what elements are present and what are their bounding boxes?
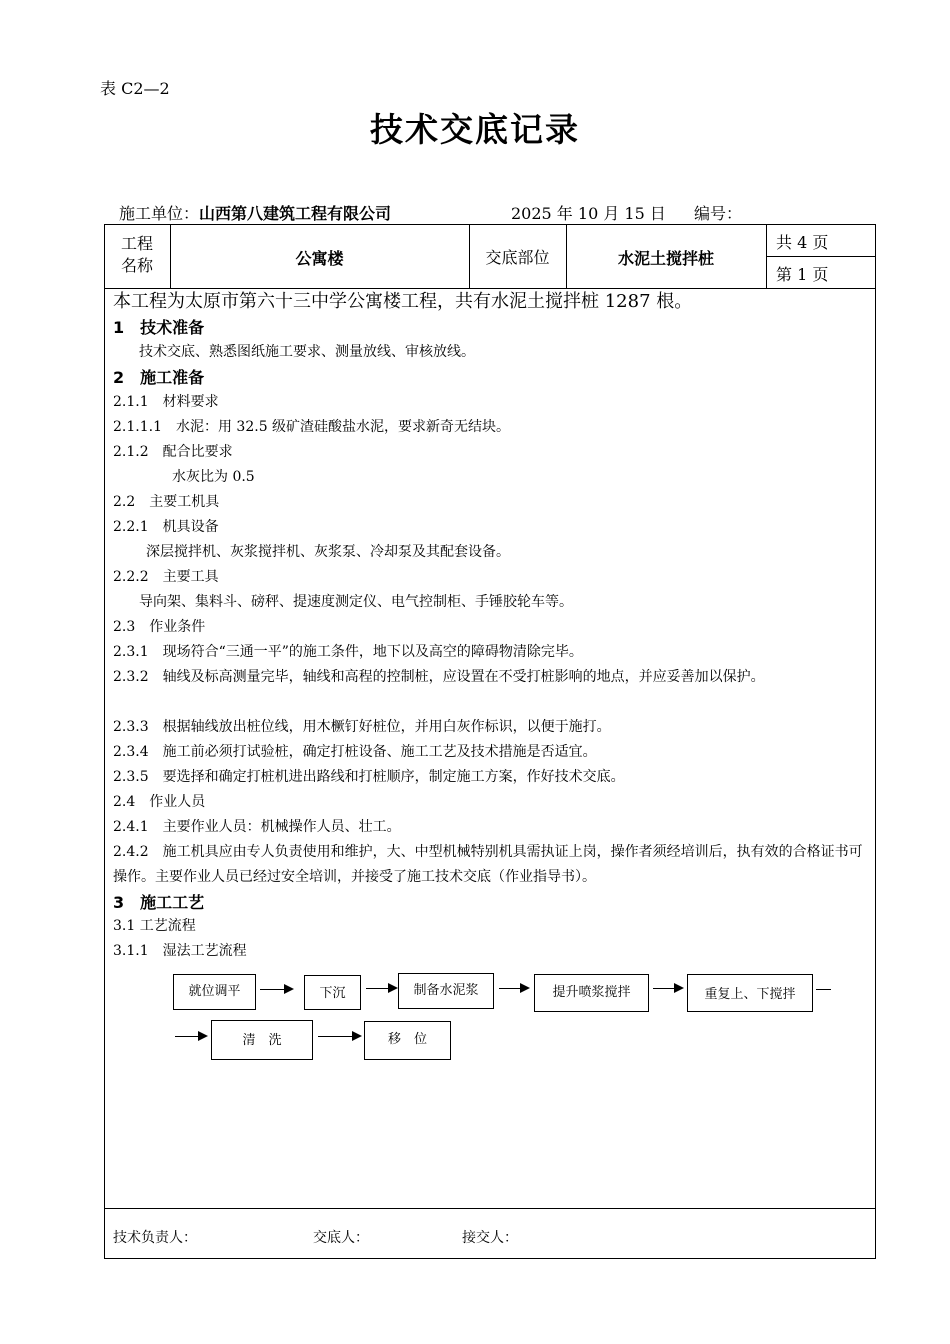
flow-step-label: 移 位 xyxy=(387,1032,427,1047)
flow-arrow xyxy=(318,1036,360,1037)
flow-arrow xyxy=(653,988,682,989)
clause-2-4-2: 2.4.2 施工机具应由专人负责使用和维护，大、中型机械特别机具需执证上岗，操作者须经培训后，执有效的合格证书可操作。主要作业人员已经过安全培训，并接受了施工技术交底（作业指导书）。 xyxy=(113,844,863,885)
disclosure-part-label: 交底部位 xyxy=(485,248,550,267)
clause-2-3-5: 2.3.5 要选择和确定打桩机进出路线和打桩顺序，制定施工方案，作好技术交底。 xyxy=(113,769,625,785)
section-2-heading: 2 施工准备 xyxy=(113,368,205,387)
clause-2-2-1: 2.2.1 机具设备 xyxy=(113,519,219,535)
flow-arrow xyxy=(260,989,292,990)
current-page: 第 1 页 xyxy=(776,265,829,284)
clause-2-4-1: 2.4.1 主要作业人员：机械操作人员、壮工。 xyxy=(113,819,401,835)
clause-2-2: 2.2 主要工机具 xyxy=(113,494,220,510)
flow-step-box xyxy=(211,1020,313,1060)
disclosure-part-value: 水泥土搅拌桩 xyxy=(617,249,714,268)
header-bottom-rule xyxy=(104,288,876,289)
clause-2-3-1: 2.3.1 现场符合“三通一平”的施工条件，地下以及高空的障碍物清除完毕。 xyxy=(113,644,583,660)
flow-step-box xyxy=(534,974,649,1012)
clause-3-1-1: 3.1.1 湿法工艺流程 xyxy=(113,943,247,959)
section-1-heading: 1 技术准备 xyxy=(113,318,205,337)
clause-2-1-2-text: 水灰比为 0.5 xyxy=(172,469,255,485)
construction-unit xyxy=(119,201,391,224)
flow-step-box xyxy=(687,974,813,1012)
page-count-rule xyxy=(766,256,876,257)
flow-arrow xyxy=(499,988,528,989)
clause-2-1-1: 2.1.1 材料要求 xyxy=(113,394,219,410)
section-1-text: 技术交底、熟悉图纸施工要求、测量放线、审核放线。 xyxy=(139,344,475,360)
flow-step-label: 重复上、下搅拌 xyxy=(704,987,796,1002)
receiver-signature: 接交人： xyxy=(462,1230,518,1246)
clause-2-4: 2.4 作业人员 xyxy=(113,794,206,810)
clause-3-1: 3.1 工艺流程 xyxy=(113,918,196,934)
intro-paragraph: 本工程为太原市第六十三中学公寓楼工程，共有水泥土搅拌桩 1287 根。 xyxy=(113,291,693,312)
clause-2-3-4: 2.3.4 施工前必须打试验桩，确定打桩设备、施工工艺及技术措施是否适宜。 xyxy=(113,744,597,760)
flow-step-box xyxy=(398,973,494,1009)
clause-2-2-2-text: 导向架、集料斗、磅秤、提速度测定仪、电气控制柜、手锤胶轮车等。 xyxy=(139,594,573,610)
section-3-heading: 3 施工工艺 xyxy=(113,893,205,912)
number-label: 编号： xyxy=(694,204,743,223)
flow-arrow xyxy=(366,988,396,989)
flow-step-box xyxy=(364,1021,451,1060)
record-date: 2025 年 10 月 15 日 xyxy=(511,204,666,223)
page-title: 技术交底记录 xyxy=(370,110,580,149)
flow-step-label: 提升喷浆搅拌 xyxy=(552,985,631,1000)
unit-label: 施工单位： xyxy=(119,204,200,223)
project-name-label: 工程 名称 xyxy=(120,234,153,275)
flow-arrow xyxy=(175,1036,206,1037)
clause-2-3-2: 2.3.2 轴线及标高测量完毕，轴线和高程的控制桩，应设置在不受打桩影响的地点，并应妥善加以保护。 xyxy=(113,669,765,685)
flow-step-box xyxy=(173,974,256,1010)
clause-2-2-1-text: 深层搅拌机、灰浆搅拌机、灰浆泵、冷却泵及其配套设备。 xyxy=(146,544,510,560)
clause-2-3: 2.3 作业条件 xyxy=(113,619,206,635)
discloser-signature: 交底人： xyxy=(313,1230,369,1246)
total-pages: 共 4 页 xyxy=(776,233,829,252)
unit-value: 山西第八建筑工程有限公司 xyxy=(199,204,392,223)
project-name-value: 公寓楼 xyxy=(295,249,344,268)
flow-step-label: 清 洗 xyxy=(242,1033,282,1048)
tech-lead-signature: 技术负责人： xyxy=(113,1230,197,1246)
clause-2-3-3: 2.3.3 根据轴线放出桩位线，用木橛钉好桩位，并用白灰作标识，以便于施打。 xyxy=(113,719,611,735)
clause-2-1-1-1: 2.1.1.1 水泥：用 32.5 级矿渣硅酸盐水泥，要求新奇无结块。 xyxy=(113,419,511,435)
clause-2-1-2: 2.1.2 配合比要求 xyxy=(113,444,233,460)
form-code: 表 C2—2 xyxy=(100,79,170,98)
flow-step-label: 就位调平 xyxy=(188,984,241,999)
clause-2-2-2: 2.2.2 主要工具 xyxy=(113,569,219,585)
flow-step-label: 制备水泥浆 xyxy=(413,983,479,998)
flow-step-box xyxy=(304,975,361,1010)
flow-step-label: 下沉 xyxy=(319,986,346,1001)
flow-continuation-line xyxy=(816,989,831,990)
footer-rule xyxy=(104,1208,876,1209)
